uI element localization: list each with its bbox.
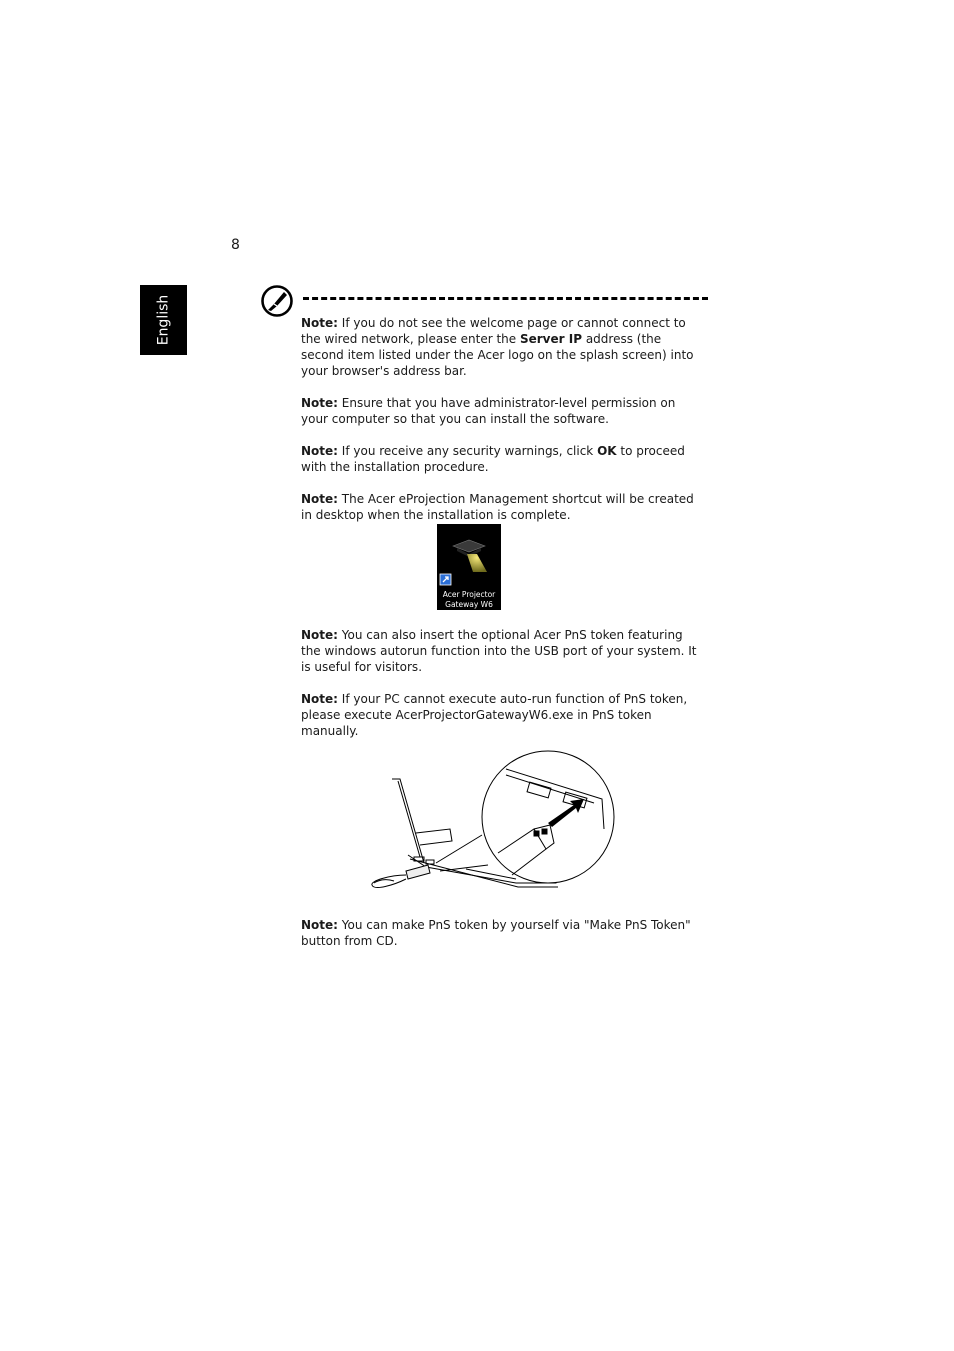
language-tab-label: English <box>155 294 172 346</box>
note-autorun <box>301 691 701 739</box>
note-label: Note: <box>301 316 338 330</box>
note-text: If you do not see the welcome page or cannot connect to the wired network, please enter the <box>301 316 686 346</box>
ok-term: OK <box>597 444 617 458</box>
page-number: 8 <box>231 237 240 253</box>
note-pen-icon <box>260 284 294 318</box>
note-divider <box>303 297 708 300</box>
desktop-shortcut[interactable] <box>437 524 501 610</box>
note-pns-token <box>301 627 701 675</box>
server-ip-term: Server IP <box>519 332 582 346</box>
note-label: Note: <box>301 918 338 932</box>
note-make-pns-token <box>301 917 701 949</box>
note-text: address (the second item listed under the Acer logo on the splash screen) into your browser's address bar. <box>301 332 694 378</box>
note-admin-permission <box>301 395 701 427</box>
note-label: Note: <box>301 492 338 506</box>
note-label: Note: <box>301 692 338 706</box>
note-security-warnings <box>301 443 701 475</box>
note-text: If your PC cannot execute auto-run function of PnS token, please execute AcerProjectorGatewayW6.exe in PnS token manually. <box>301 692 688 738</box>
projector-app-icon <box>437 524 501 590</box>
note-server-ip <box>301 315 701 379</box>
note-text: You can also insert the optional Acer PnS token featuring the windows autorun function into the USB port of your system. It is useful for visitors. <box>301 628 697 674</box>
note-text: The Acer eProjection Management shortcut will be created in desktop when the installation is complete. <box>301 492 694 522</box>
note-text: If you receive any security warnings, click <box>341 444 598 458</box>
note-shortcut-created <box>301 491 701 523</box>
note-text: to proceed with the installation procedure. <box>301 444 685 474</box>
language-tab <box>140 285 187 355</box>
note-text: Ensure that you have administrator-level permission on your computer so that you can install the software. <box>301 396 676 426</box>
shortcut-label-line2: Gateway W6 <box>445 600 493 609</box>
shortcut-label <box>437 590 501 610</box>
note-label: Note: <box>301 396 338 410</box>
note-text: You can make PnS token by yourself via "Make PnS Token" button from CD. <box>301 918 691 948</box>
usb-token-insert-illustration <box>366 745 618 893</box>
note-label: Note: <box>301 444 338 458</box>
shortcut-label-line1: Acer Projector <box>442 590 496 599</box>
note-label: Note: <box>301 628 338 642</box>
